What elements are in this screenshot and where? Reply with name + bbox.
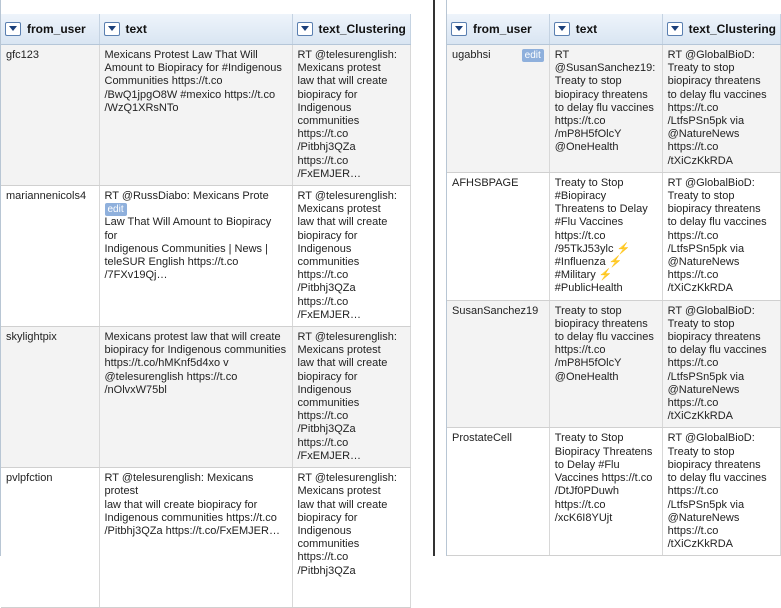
- column-header-text-clustering[interactable]: text_Clustering: [662, 14, 780, 45]
- right-data-table: [447, 14, 781, 556]
- cell-text[interactable]: RT @telesurenglish: Mexicans protest law that will create biopiracy for Indigenous communities https://t.co /Pitbhj3QZa https://t.co/FxEMJER…: [99, 468, 292, 608]
- dropdown-arrow-icon[interactable]: [451, 22, 467, 36]
- cell-text-clustering[interactable]: RT @GlobalBioD: Treaty to stop biopiracy threatens to delay flu vaccines https://t.co /LtfsPSn5pk via @NatureNews https://t.co /tXiCzKkRDA: [662, 428, 780, 556]
- cell-from-user[interactable]: pvlpfction: [1, 468, 99, 608]
- table-row: [447, 172, 781, 300]
- cell-text-clustering[interactable]: RT @GlobalBioD: Treaty to stop biopiracy threatens to delay flu vaccines https://t.co /LtfsPSn5pk via @NatureNews https://t.co /tXiCzKkRDA: [662, 172, 780, 300]
- dropdown-arrow-icon[interactable]: [297, 22, 313, 36]
- cell-from-user[interactable]: SusanSanchez19: [447, 300, 549, 428]
- lightning-bolt-icon: ⚡: [598, 269, 613, 282]
- edit-button[interactable]: edit: [105, 203, 127, 216]
- cell-text[interactable]: Mexicans Protest Law That Will Amount to Biopiracy for #Indigenous Communities https://t.co /BwQ1jpgO8W #mexico https://t.co /WzQ1XRsNTo: [99, 45, 292, 186]
- header-row: [1, 14, 410, 45]
- cell-text-clustering[interactable]: RT @GlobalBioD: Treaty to stop biopiracy threatens to delay flu vaccines https://t.co /LtfsPSn5pk via @NatureNews https://t.co /tXiCzKkRDA: [662, 300, 780, 428]
- column-header-text-clustering[interactable]: text_Clustering: [292, 14, 410, 45]
- dropdown-arrow-icon[interactable]: [5, 22, 21, 36]
- dropdown-arrow-icon[interactable]: [104, 22, 120, 36]
- table-row: [1, 468, 410, 608]
- cell-text[interactable]: Treaty to Stop Biopiracy Threatens to Delay #Flu Vaccines https://t.co /DtJf0PDuwh https://t.co /xcK6I8YUjt: [549, 428, 662, 556]
- cell-text[interactable]: Mexicans protest law that will create biopiracy for Indigenous communities https://t.co/hMKnf5d4xo v @telesurenglish https://t.co /nOlvxW75bl: [99, 327, 292, 468]
- table-row: [447, 428, 781, 556]
- cell-text[interactable]: Treaty to stop biopiracy threatens to delay flu vaccines https://t.co /mP8H5fOlcY @OneHealth: [549, 300, 662, 428]
- cell-text[interactable]: RT @RussDiabo: Mexicans Proteedit Law That Will Amount to Biopiracy for Indigenous Communities | News | teleSUR English https://t.co /7FXv19Qj…: [99, 186, 292, 327]
- cell-text[interactable]: Treaty to Stop #Biopiracy Threatens to Delay #Flu Vaccines https://t.co /95TkJ53ylc ⚡ #Influenza ⚡ #Military ⚡ #PublicHealth: [549, 172, 662, 300]
- cell-text-clustering[interactable]: RT @telesurenglish: Mexicans protest law that will create biopiracy for Indigenous communities https://t.co /Pitbhj3QZa https://t.co /FxEMJER…: [292, 186, 410, 327]
- left-data-table: [1, 14, 411, 608]
- dropdown-arrow-icon[interactable]: [554, 22, 570, 36]
- cell-from-user[interactable]: ugabhsi edit: [447, 45, 549, 173]
- table-row: [1, 45, 410, 186]
- edit-button[interactable]: edit: [522, 49, 544, 62]
- cell-from-user[interactable]: skylightpix: [1, 327, 99, 468]
- cell-from-user[interactable]: gfc123: [1, 45, 99, 186]
- cell-text[interactable]: RT @SusanSanchez19: Treaty to stop biopiracy threatens to delay flu vaccines https://t.co /mP8H5fOlcY @OneHealth: [549, 45, 662, 173]
- table-row: [447, 45, 781, 173]
- column-header-from-user[interactable]: from_user: [1, 14, 99, 45]
- table-row: [447, 300, 781, 428]
- lightning-bolt-icon: ⚡: [616, 242, 631, 255]
- cell-from-user[interactable]: AFHSBPAGE: [447, 172, 549, 300]
- right-data-table-panel: [446, 0, 781, 556]
- cell-from-user[interactable]: mariannenicols4: [1, 186, 99, 327]
- cell-text-clustering[interactable]: RT @telesurenglish: Mexicans protest law that will create biopiracy for Indigenous communities https://t.co /Pitbhj3QZa: [292, 468, 410, 608]
- table-row: [1, 186, 410, 327]
- header-row: [447, 14, 781, 45]
- lightning-bolt-icon: ⚡: [608, 256, 623, 269]
- table-row: [1, 327, 410, 468]
- panel-divider: [433, 0, 435, 556]
- column-header-text[interactable]: text: [549, 14, 662, 45]
- column-header-from-user[interactable]: from_user: [447, 14, 549, 45]
- dropdown-arrow-icon[interactable]: [667, 22, 683, 36]
- column-header-text[interactable]: text: [99, 14, 292, 45]
- cell-text-clustering[interactable]: RT @telesurenglish: Mexicans protest law that will create biopiracy for Indigenous communities https://t.co /Pitbhj3QZa https://t.co /FxEMJER…: [292, 327, 410, 468]
- cell-text-clustering[interactable]: RT @GlobalBioD: Treaty to stop biopiracy threatens to delay flu vaccines https://t.co /LtfsPSn5pk via @NatureNews https://t.co /tXiCzKkRDA: [662, 45, 780, 173]
- cell-text-clustering[interactable]: RT @telesurenglish: Mexicans protest law that will create biopiracy for Indigenous communities https://t.co /Pitbhj3QZa https://t.co /FxEMJER…: [292, 45, 410, 186]
- cell-from-user[interactable]: ProstateCell: [447, 428, 549, 556]
